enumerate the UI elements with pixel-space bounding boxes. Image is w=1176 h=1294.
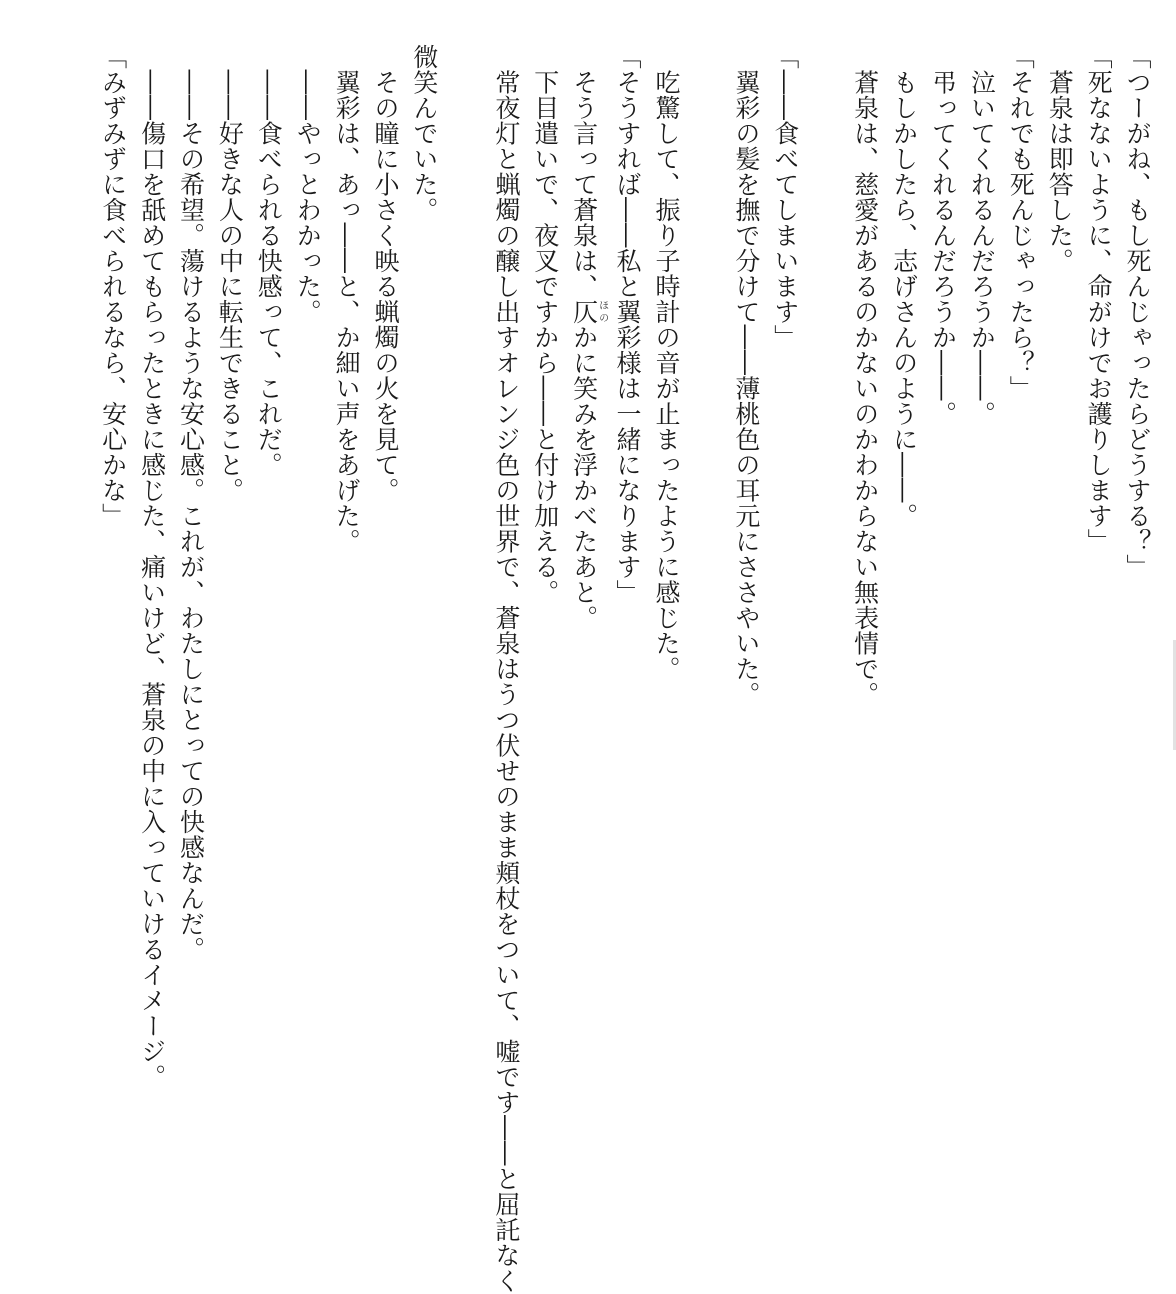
text-line: 翼彩の髪を撫で分けて――薄桃色の耳元にささやいた。 [731,44,761,707]
text-segment: そう言って蒼泉は、 [569,44,599,299]
ruby-reading: ほの [596,299,608,325]
text-line: その瞳に小さく映る蝋燭の火を見て。 [371,44,400,503]
text-line: 翼彩は、あっ――と、か細い声をあげた。 [332,44,362,554]
text-line: 「つーがね、もし死んじゃったらどうする？」 [1123,44,1152,580]
text-line: 吃驚して、振り子時計の音が止まったように感じた。 [651,44,681,682]
text-line: 蒼泉は即答した。 [1045,44,1075,274]
text-line: 「みずみずに食べられるなら、安心かな」 [98,44,128,529]
text-line: 下目遣いで、夜叉ですから――と付け加える。 [530,44,560,605]
text-line: 「――食べてしまいます」 [770,44,800,350]
text-line: ――食べられる快感って、これだ。 [254,44,284,478]
text-line: ――傷口を舐めてもらったときに感じた、痛いけど、蒼泉の中に入っていけるイメージ。 [137,44,167,1090]
text-line-with-ruby [564,44,607,1214]
text-line: ――好きな人の中に転生できること。 [215,44,245,503]
vertical-text-body [93,44,1156,1294]
text-line: 「そうすれば――私と翼彩様は一緒になります」 [613,44,643,605]
text-line: 「死なないように、命がけでお護りします」 [1084,44,1114,554]
text-line: ――やっとわかった。 [293,44,323,325]
text-line: 「それでも死んじゃったら？」 [1006,44,1036,401]
text-line: 微笑んでいた。 [409,44,439,223]
text-line: ――その希望。蕩けるような安心感。これが、わたしにとっての快感なんだ。 [176,44,206,962]
text-line: 蒼泉は、慈愛があるのかないのかわからない無表情で。 [850,44,880,707]
text-line: もしかしたら、志げさんのように――。 [889,44,919,529]
text-line: 弔ってくれるんだろうか――。 [928,44,958,427]
text-line: 泣いてくれるんだろうか――。 [967,44,997,427]
ruby-annotation [569,299,608,325]
text-line: 常夜灯と蝋燭の醸し出すオレンジ色の世界で、蒼泉はうつ伏せのまま頬杖をついて、嘘です――と屈託なく [491,44,521,1294]
ruby-base: 仄 [569,299,599,325]
text-segment: かに笑みを浮かべたあと。 [569,324,599,631]
